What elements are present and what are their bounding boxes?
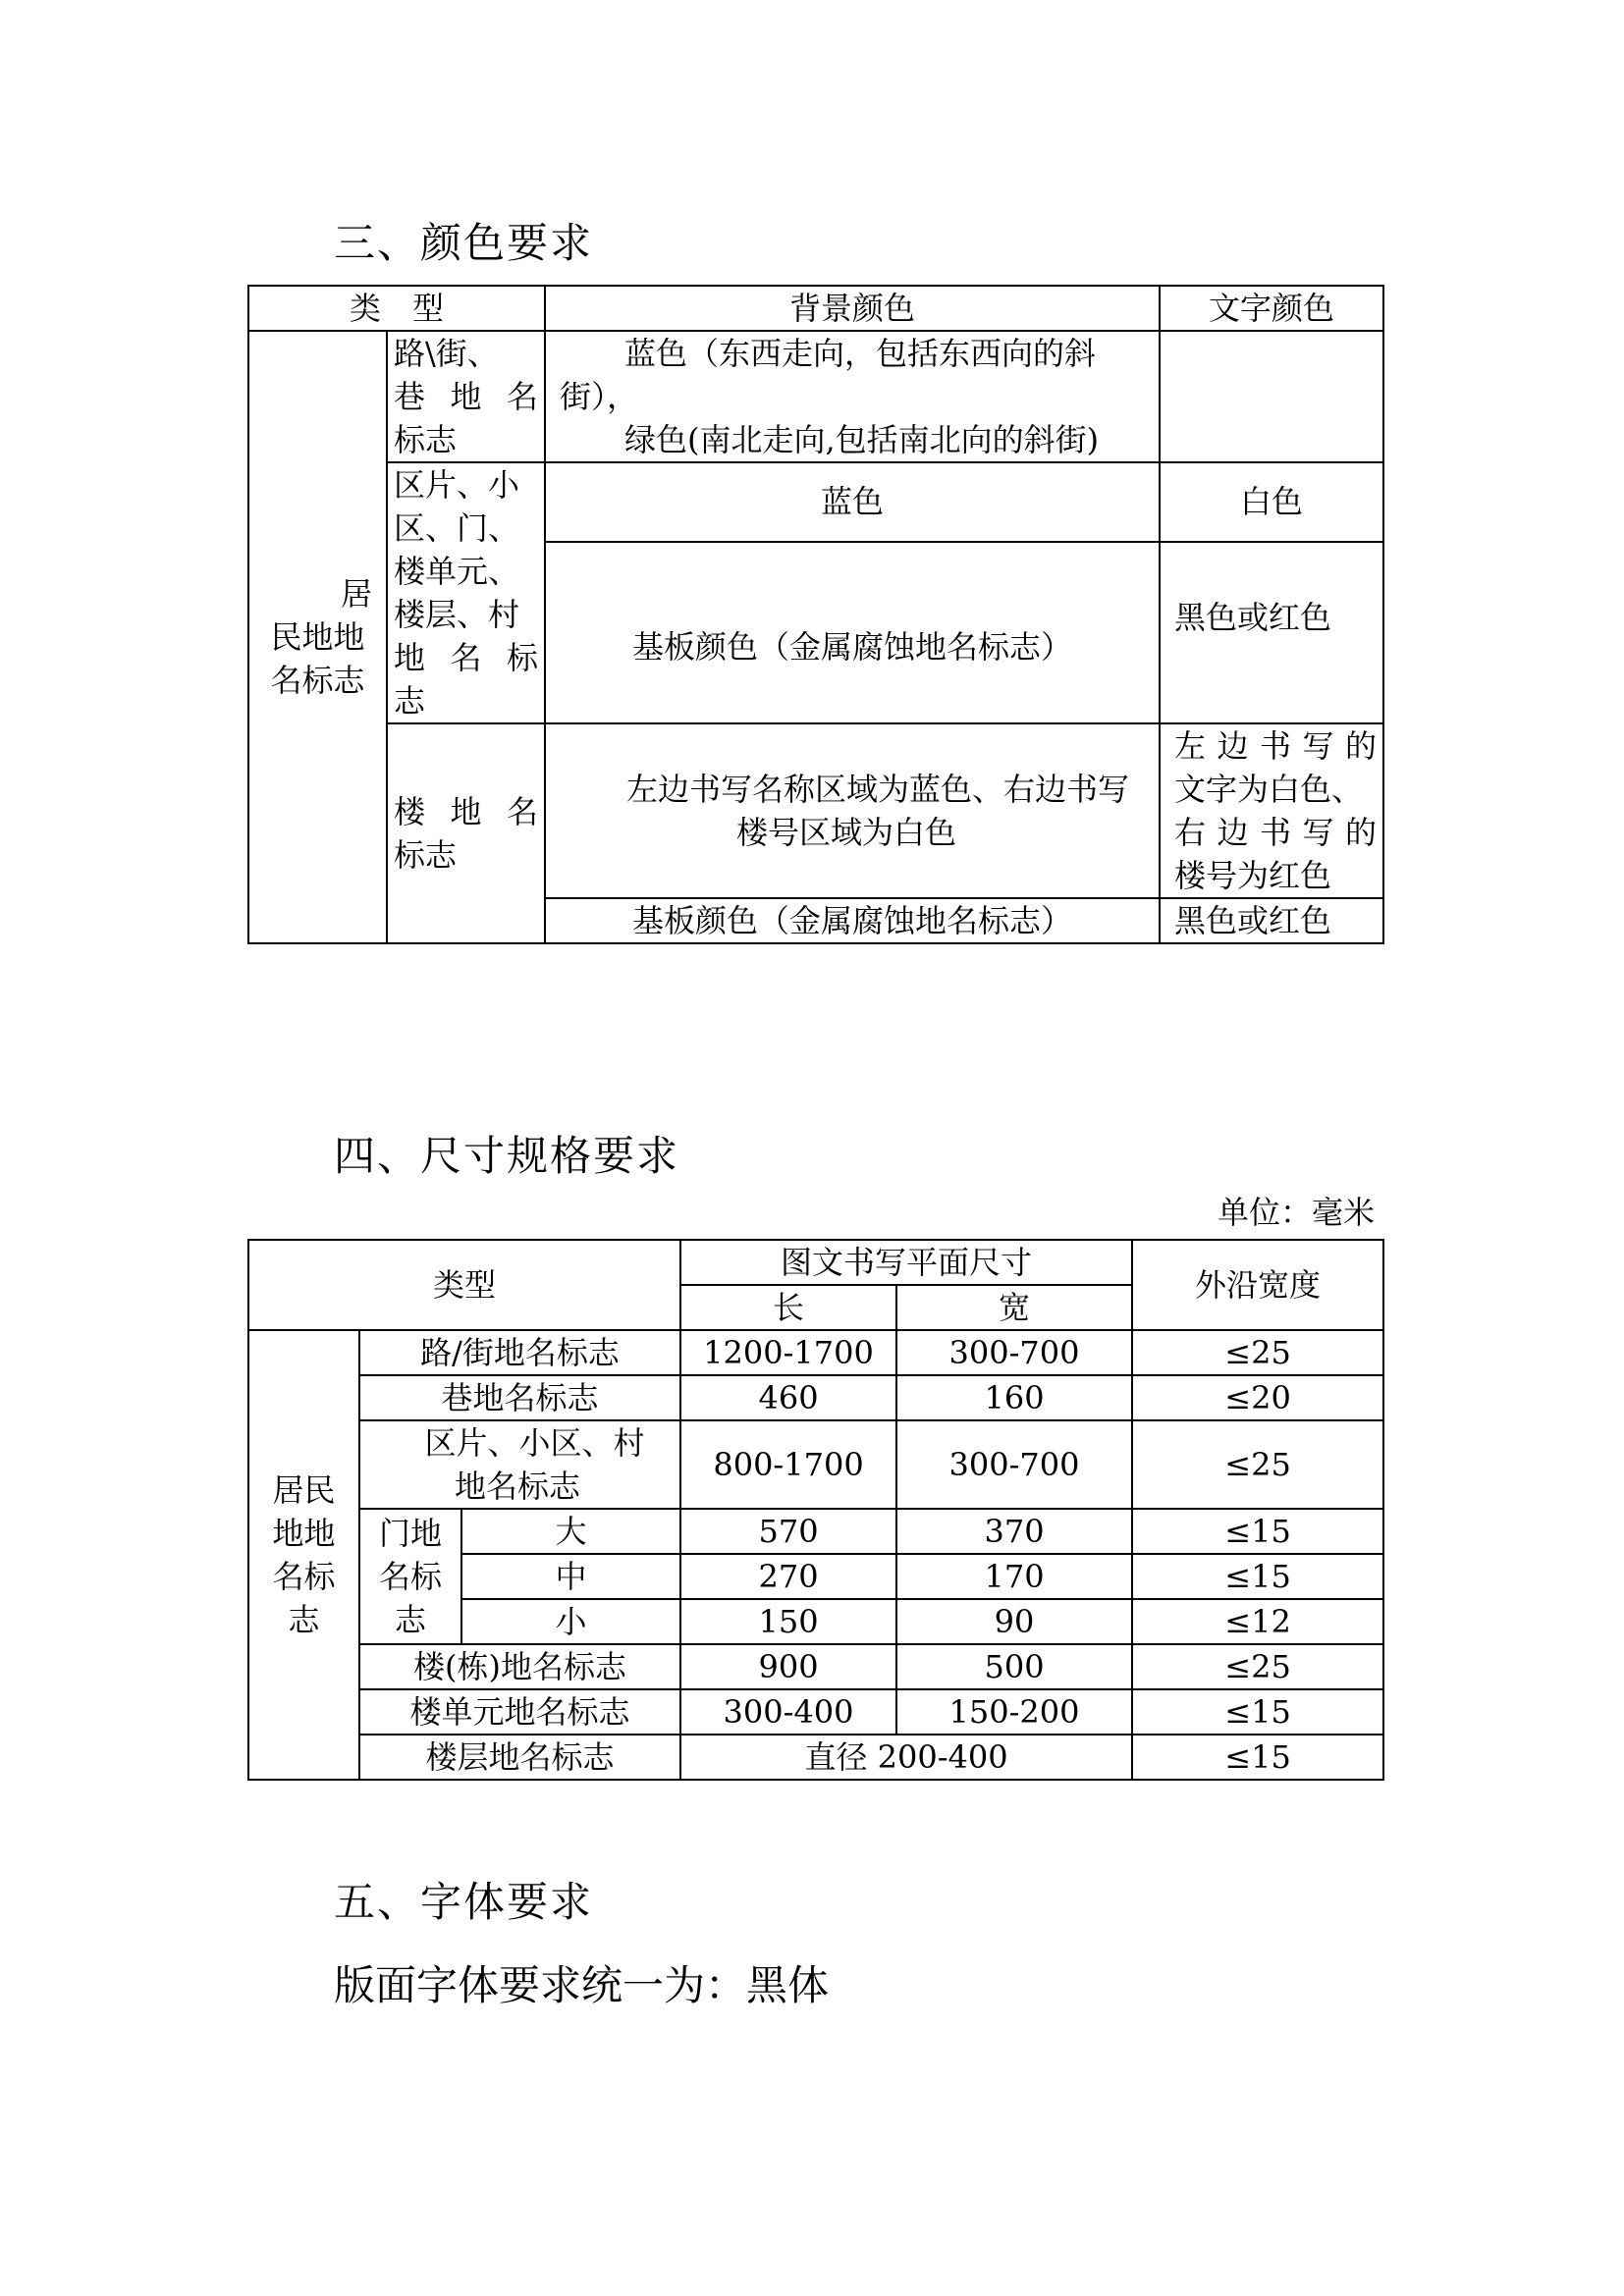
size-header-width: 宽 <box>896 1285 1132 1330</box>
road-sign-name <box>387 331 545 462</box>
size-row-width: 300-700 <box>896 1420 1132 1509</box>
size-row-edge: ≤12 <box>1132 1599 1383 1644</box>
group-line: 民地地 <box>270 618 365 656</box>
group-line: 居民 <box>272 1471 336 1509</box>
size-row-length: 800-1700 <box>680 1420 896 1509</box>
size-row-name: 路/街地名标志 <box>359 1330 680 1375</box>
group-line: 名标 <box>272 1558 336 1595</box>
group-line: 地地 <box>272 1515 336 1552</box>
text-line: 右 边 书 写 的 <box>1174 814 1378 851</box>
building-sign-text-b: 黑色或红色 <box>1160 898 1383 943</box>
size-row-edge: ≤20 <box>1132 1375 1383 1420</box>
name-line: 地名标志 <box>455 1468 581 1505</box>
group-line: 居 <box>340 575 372 613</box>
size-row-width: 90 <box>896 1599 1132 1644</box>
name-line: 路\街、 <box>394 335 499 372</box>
size-header-size: 图文书写平面尺寸 <box>680 1240 1132 1285</box>
size-row-length: 570 <box>680 1509 896 1554</box>
size-row-edge: ≤15 <box>1132 1509 1383 1554</box>
color-group-cell <box>248 331 387 943</box>
bg-line: 左边书写名称区域为蓝色、右边书写 <box>626 771 1130 808</box>
area-sign-bg-a: 蓝色 <box>545 462 1160 542</box>
name-line: 区、门、 <box>394 509 520 547</box>
group-line: 名标志 <box>270 662 365 699</box>
area-sign-name <box>387 462 545 723</box>
section3-heading: 三、颜色要求 <box>334 219 594 267</box>
bg-line: 绿色(南北走向,包括南北向的斜街) <box>624 421 1100 458</box>
size-row-name <box>359 1420 680 1509</box>
size-row-width: 160 <box>896 1375 1132 1420</box>
size-row-width: 170 <box>896 1554 1132 1599</box>
unit-label: 单位：毫米 <box>1217 1194 1375 1231</box>
name-line: 地 名 标 <box>394 639 539 676</box>
building-sign-bg-b: 基板颜色（金属腐蚀地名标志） <box>545 898 1160 943</box>
font-requirement-text: 版面字体要求统一为：黑体 <box>334 1961 830 2009</box>
bg-line: 街）， <box>560 378 639 415</box>
building-sign-name <box>387 723 545 943</box>
name-line: 楼 地 名 <box>394 793 539 830</box>
area-sign-text-a: 白色 <box>1160 462 1383 542</box>
size-row-edge: ≤25 <box>1132 1644 1383 1689</box>
door-line: 志 <box>394 1601 426 1638</box>
size-row-name: 楼(栋)地名标志 <box>359 1644 680 1689</box>
size-row-width: 370 <box>896 1509 1132 1554</box>
section5-heading: 五、字体要求 <box>334 1878 594 1926</box>
text-line: 楼号为红色 <box>1174 857 1332 894</box>
color-header-bg: 背景颜色 <box>545 286 1160 331</box>
text-line: 文字为白色、 <box>1174 771 1364 808</box>
area-sign-text-b: 黑色或红色 <box>1160 542 1383 723</box>
section4-heading: 四、尺寸规格要求 <box>334 1132 680 1180</box>
size-row-edge: ≤25 <box>1132 1330 1383 1375</box>
size-header-type: 类型 <box>248 1240 680 1330</box>
size-row-name: 巷地名标志 <box>359 1375 680 1420</box>
size-row-edge: ≤15 <box>1132 1735 1383 1780</box>
door-line: 名标 <box>378 1558 442 1595</box>
name-line: 区片、小区、村 <box>424 1424 645 1462</box>
name-line: 楼层、村 <box>394 596 520 633</box>
color-header-type: 类 型 <box>248 286 545 331</box>
area-sign-bg-b: 基板颜色（金属腐蚀地名标志） <box>545 542 1160 723</box>
size-row-edge: ≤15 <box>1132 1554 1383 1599</box>
size-header-edge: 外沿宽度 <box>1132 1240 1383 1330</box>
door-size-label: 中 <box>461 1554 680 1599</box>
size-row-length: 270 <box>680 1554 896 1599</box>
bg-line: 蓝色（东西走向，包括东西向的斜 <box>624 335 1097 372</box>
size-row-length: 150 <box>680 1599 896 1644</box>
size-row-width: 500 <box>896 1644 1132 1689</box>
size-row-name: 楼层地名标志 <box>359 1735 680 1780</box>
name-line: 标志 <box>394 836 458 874</box>
size-header-length: 长 <box>680 1285 896 1330</box>
size-row-length: 300-400 <box>680 1689 896 1735</box>
size-row-edge: ≤15 <box>1132 1689 1383 1735</box>
road-sign-text <box>1160 331 1383 462</box>
road-sign-bg <box>545 331 1160 462</box>
door-line: 门地 <box>378 1515 442 1552</box>
size-row-width: 300-700 <box>896 1330 1132 1375</box>
text-line: 左 边 书 写 的 <box>1174 727 1378 765</box>
name-line: 标志 <box>394 421 458 458</box>
door-size-label: 小 <box>461 1599 680 1644</box>
door-size-label: 大 <box>461 1509 680 1554</box>
size-group-cell <box>248 1330 359 1780</box>
bg-line: 楼号区域为白色 <box>736 814 957 851</box>
size-row-length: 900 <box>680 1644 896 1689</box>
name-line: 巷 地 名 <box>394 378 539 415</box>
name-line: 区片、小 <box>394 466 520 504</box>
group-line: 志 <box>288 1601 320 1638</box>
name-line: 志 <box>394 682 426 720</box>
size-row-length: 460 <box>680 1375 896 1420</box>
name-line: 楼单元、 <box>394 553 520 590</box>
size-row-width: 150-200 <box>896 1689 1132 1735</box>
size-row-name: 楼单元地名标志 <box>359 1689 680 1735</box>
size-row-length: 1200-1700 <box>680 1330 896 1375</box>
size-table <box>247 1239 1384 1781</box>
door-sign-cell <box>359 1509 461 1644</box>
color-table <box>247 285 1384 944</box>
size-row-edge: ≤25 <box>1132 1420 1383 1509</box>
size-row-diameter: 直径 200-400 <box>680 1735 1132 1780</box>
building-sign-bg-a <box>545 723 1160 898</box>
color-header-text: 文字颜色 <box>1160 286 1383 331</box>
building-sign-text-a <box>1160 723 1383 898</box>
